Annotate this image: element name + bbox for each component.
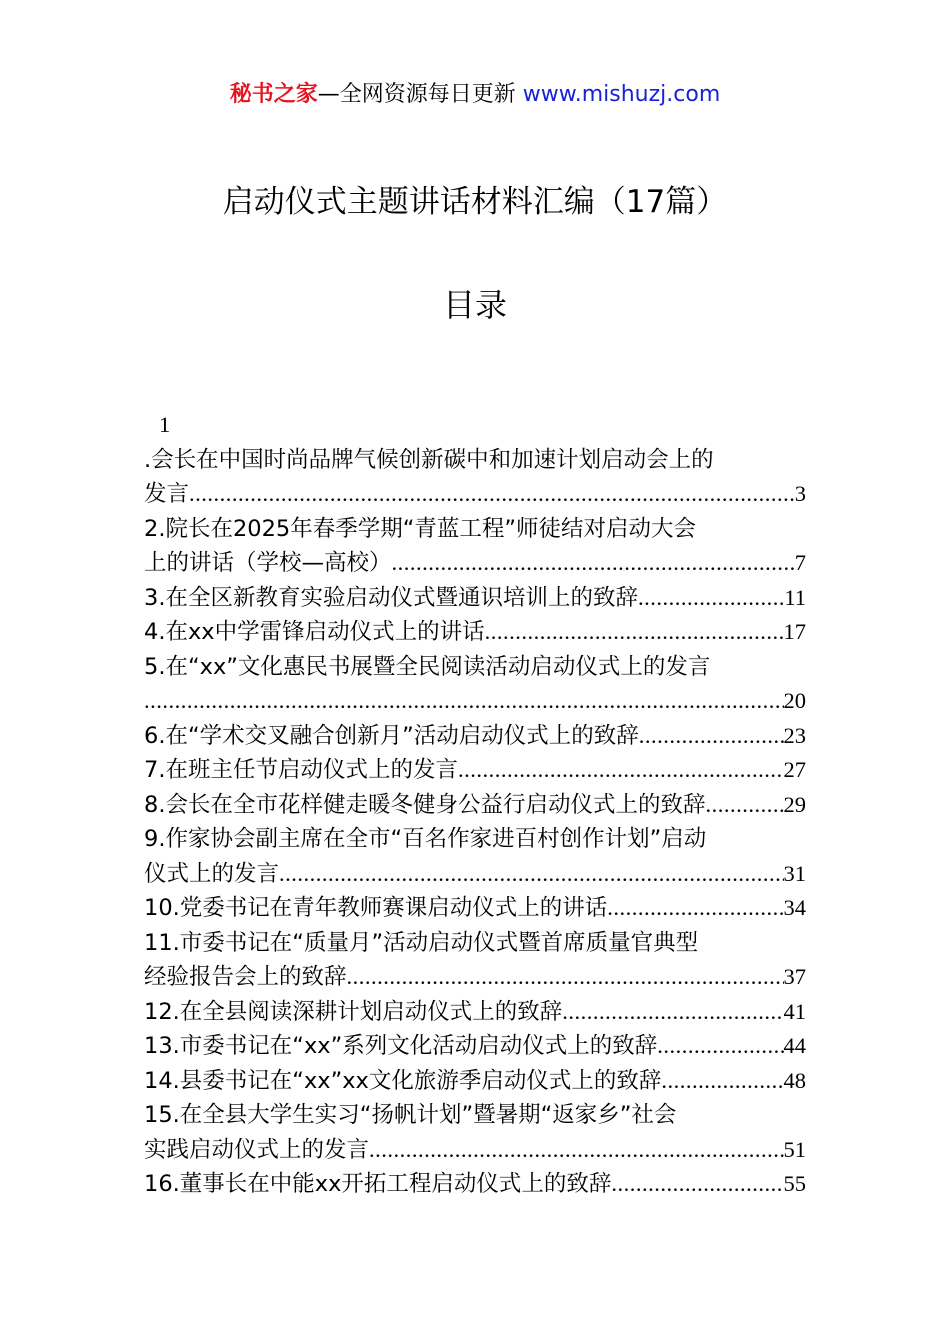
toc-leader-dots: [189, 477, 795, 512]
toc-entry[interactable]: [144, 926, 806, 995]
toc-page-number: 7: [794, 550, 806, 575]
toc-page-number: 20: [783, 688, 806, 713]
toc-entry-text: 实践启动仪式上的发言: [144, 1136, 370, 1163]
toc-entry-text: 15.在全县大学生实习“扬帆计划”暨暑期“返家乡”社会: [144, 1102, 677, 1128]
toc-page-number: 44: [783, 1033, 806, 1058]
toc-entry[interactable]: [144, 512, 806, 581]
toc-page-number: 29: [783, 791, 806, 817]
toc-entry-text: 9.作家协会副主席在全市“百名作家进百村创作计划”启动: [144, 826, 707, 852]
toc-leader-dots: [562, 995, 783, 1030]
toc-leader-dots: [705, 788, 783, 823]
toc-leader-dots: [661, 1064, 783, 1099]
toc-entry-text: .会长在中国时尚品牌气候创新碳中和加速计划启动会上的: [144, 446, 714, 473]
toc-entry-text: 仪式上的发言: [144, 860, 280, 887]
toc-leader-dots: [392, 546, 795, 581]
toc-entry[interactable]: [144, 891, 806, 926]
toc-entry[interactable]: [144, 615, 806, 650]
toc-entry-text: 16.董事长在中能xx开拓工程启动仪式上的致辞: [144, 1171, 612, 1197]
header-tagline: —全网资源每日更新: [317, 82, 516, 107]
toc-entry-text: 12.在全县阅读深耕计划启动仪式上的致辞: [144, 998, 563, 1025]
toc-page-number: 17: [783, 619, 806, 644]
toc-leader-dots: [611, 1167, 783, 1202]
toc-page-number: 37: [783, 964, 806, 989]
toc-entry[interactable]: [144, 995, 806, 1030]
toc-entry-text: 5.在“xx”文化惠民书展暨全民阅读活动启动仪式上的发言: [144, 653, 711, 680]
toc-entry[interactable]: [144, 822, 806, 891]
document-title: 启动仪式主题讲话材料汇编（17篇）: [222, 184, 728, 220]
toc-entry[interactable]: [144, 443, 806, 512]
toc-heading: 目录: [442, 286, 507, 324]
toc-entry-text: 11.市委书记在“质量月”活动启动仪式暨首席质量官典型: [144, 929, 699, 956]
toc-entry-text: 13.市委书记在“xx”系列文化活动启动仪式上的致辞: [144, 1033, 658, 1059]
toc-entry[interactable]: [144, 788, 806, 823]
toc-leader-dots: [279, 857, 783, 892]
toc-page-number: 23: [783, 722, 806, 748]
brand-name: 秘书之家: [229, 82, 318, 107]
toc-entry-text: 4.在xx中学雷锋启动仪式上的讲话: [144, 619, 485, 645]
toc-entry[interactable]: [144, 1098, 806, 1167]
toc-page-number: 34: [783, 895, 806, 920]
toc-leader-dots: [369, 1133, 783, 1168]
toc-entry[interactable]: [144, 650, 806, 719]
toc-entry[interactable]: [144, 581, 806, 616]
toc-entry[interactable]: [144, 1064, 806, 1099]
toc-leader-dots: [347, 960, 784, 995]
toc-entry-text: 上的讲话（学校—高校）: [144, 550, 392, 576]
toc-entry[interactable]: [144, 719, 806, 754]
toc-page-number: 41: [783, 998, 806, 1024]
toc-entry-text: 7.在班主任节启动仪式上的发言: [144, 757, 458, 783]
toc-leader-dots: [144, 684, 784, 719]
toc-page-number: 3: [794, 481, 806, 506]
toc-entry-text: 发言: [144, 481, 190, 507]
site-header: [0, 80, 950, 110]
toc-page-number: 48: [783, 1067, 806, 1093]
toc-leader-dots: [485, 615, 784, 650]
toc-entry-text: 8.会长在全市花样健走暖冬健身公益行启动仪式上的致辞: [144, 791, 706, 818]
toc-first-number: 1: [159, 412, 171, 437]
table-of-contents: [144, 408, 806, 1202]
site-url-link[interactable]: www.mishuzj.com: [522, 82, 721, 107]
toc-entry[interactable]: [144, 753, 806, 788]
toc-leader-dots: [607, 891, 783, 926]
toc-page-number: 27: [783, 757, 806, 782]
toc-leader-dots: [638, 581, 784, 616]
toc-leader-dots: [639, 719, 784, 754]
toc-entry-text: 10.党委书记在青年教师赛课启动仪式上的讲话: [144, 895, 608, 921]
toc-entry[interactable]: [144, 1167, 806, 1202]
toc-entry-text: 6.在“学术交叉融合创新月”活动启动仪式上的致辞: [144, 722, 639, 749]
toc-leader-dots: [657, 1029, 783, 1064]
toc-leader-dots: [458, 753, 784, 788]
toc-entry-text: 14.县委书记在“xx”xx文化旅游季启动仪式上的致辞: [144, 1067, 662, 1094]
toc-page-number: 31: [783, 860, 806, 886]
toc-entry-text: 3.在全区新教育实验启动仪式暨通识培训上的致辞: [144, 584, 638, 611]
toc-page-number: 51: [783, 1136, 806, 1162]
toc-page-number: 55: [783, 1171, 806, 1196]
toc-entry-text: 经验报告会上的致辞: [144, 964, 347, 990]
toc-entry-text: 2.院长在2025年春季学期“青蓝工程”师徒结对启动大会: [144, 515, 697, 542]
toc-entry[interactable]: [144, 1029, 806, 1064]
toc-page-number: 11: [784, 584, 806, 610]
